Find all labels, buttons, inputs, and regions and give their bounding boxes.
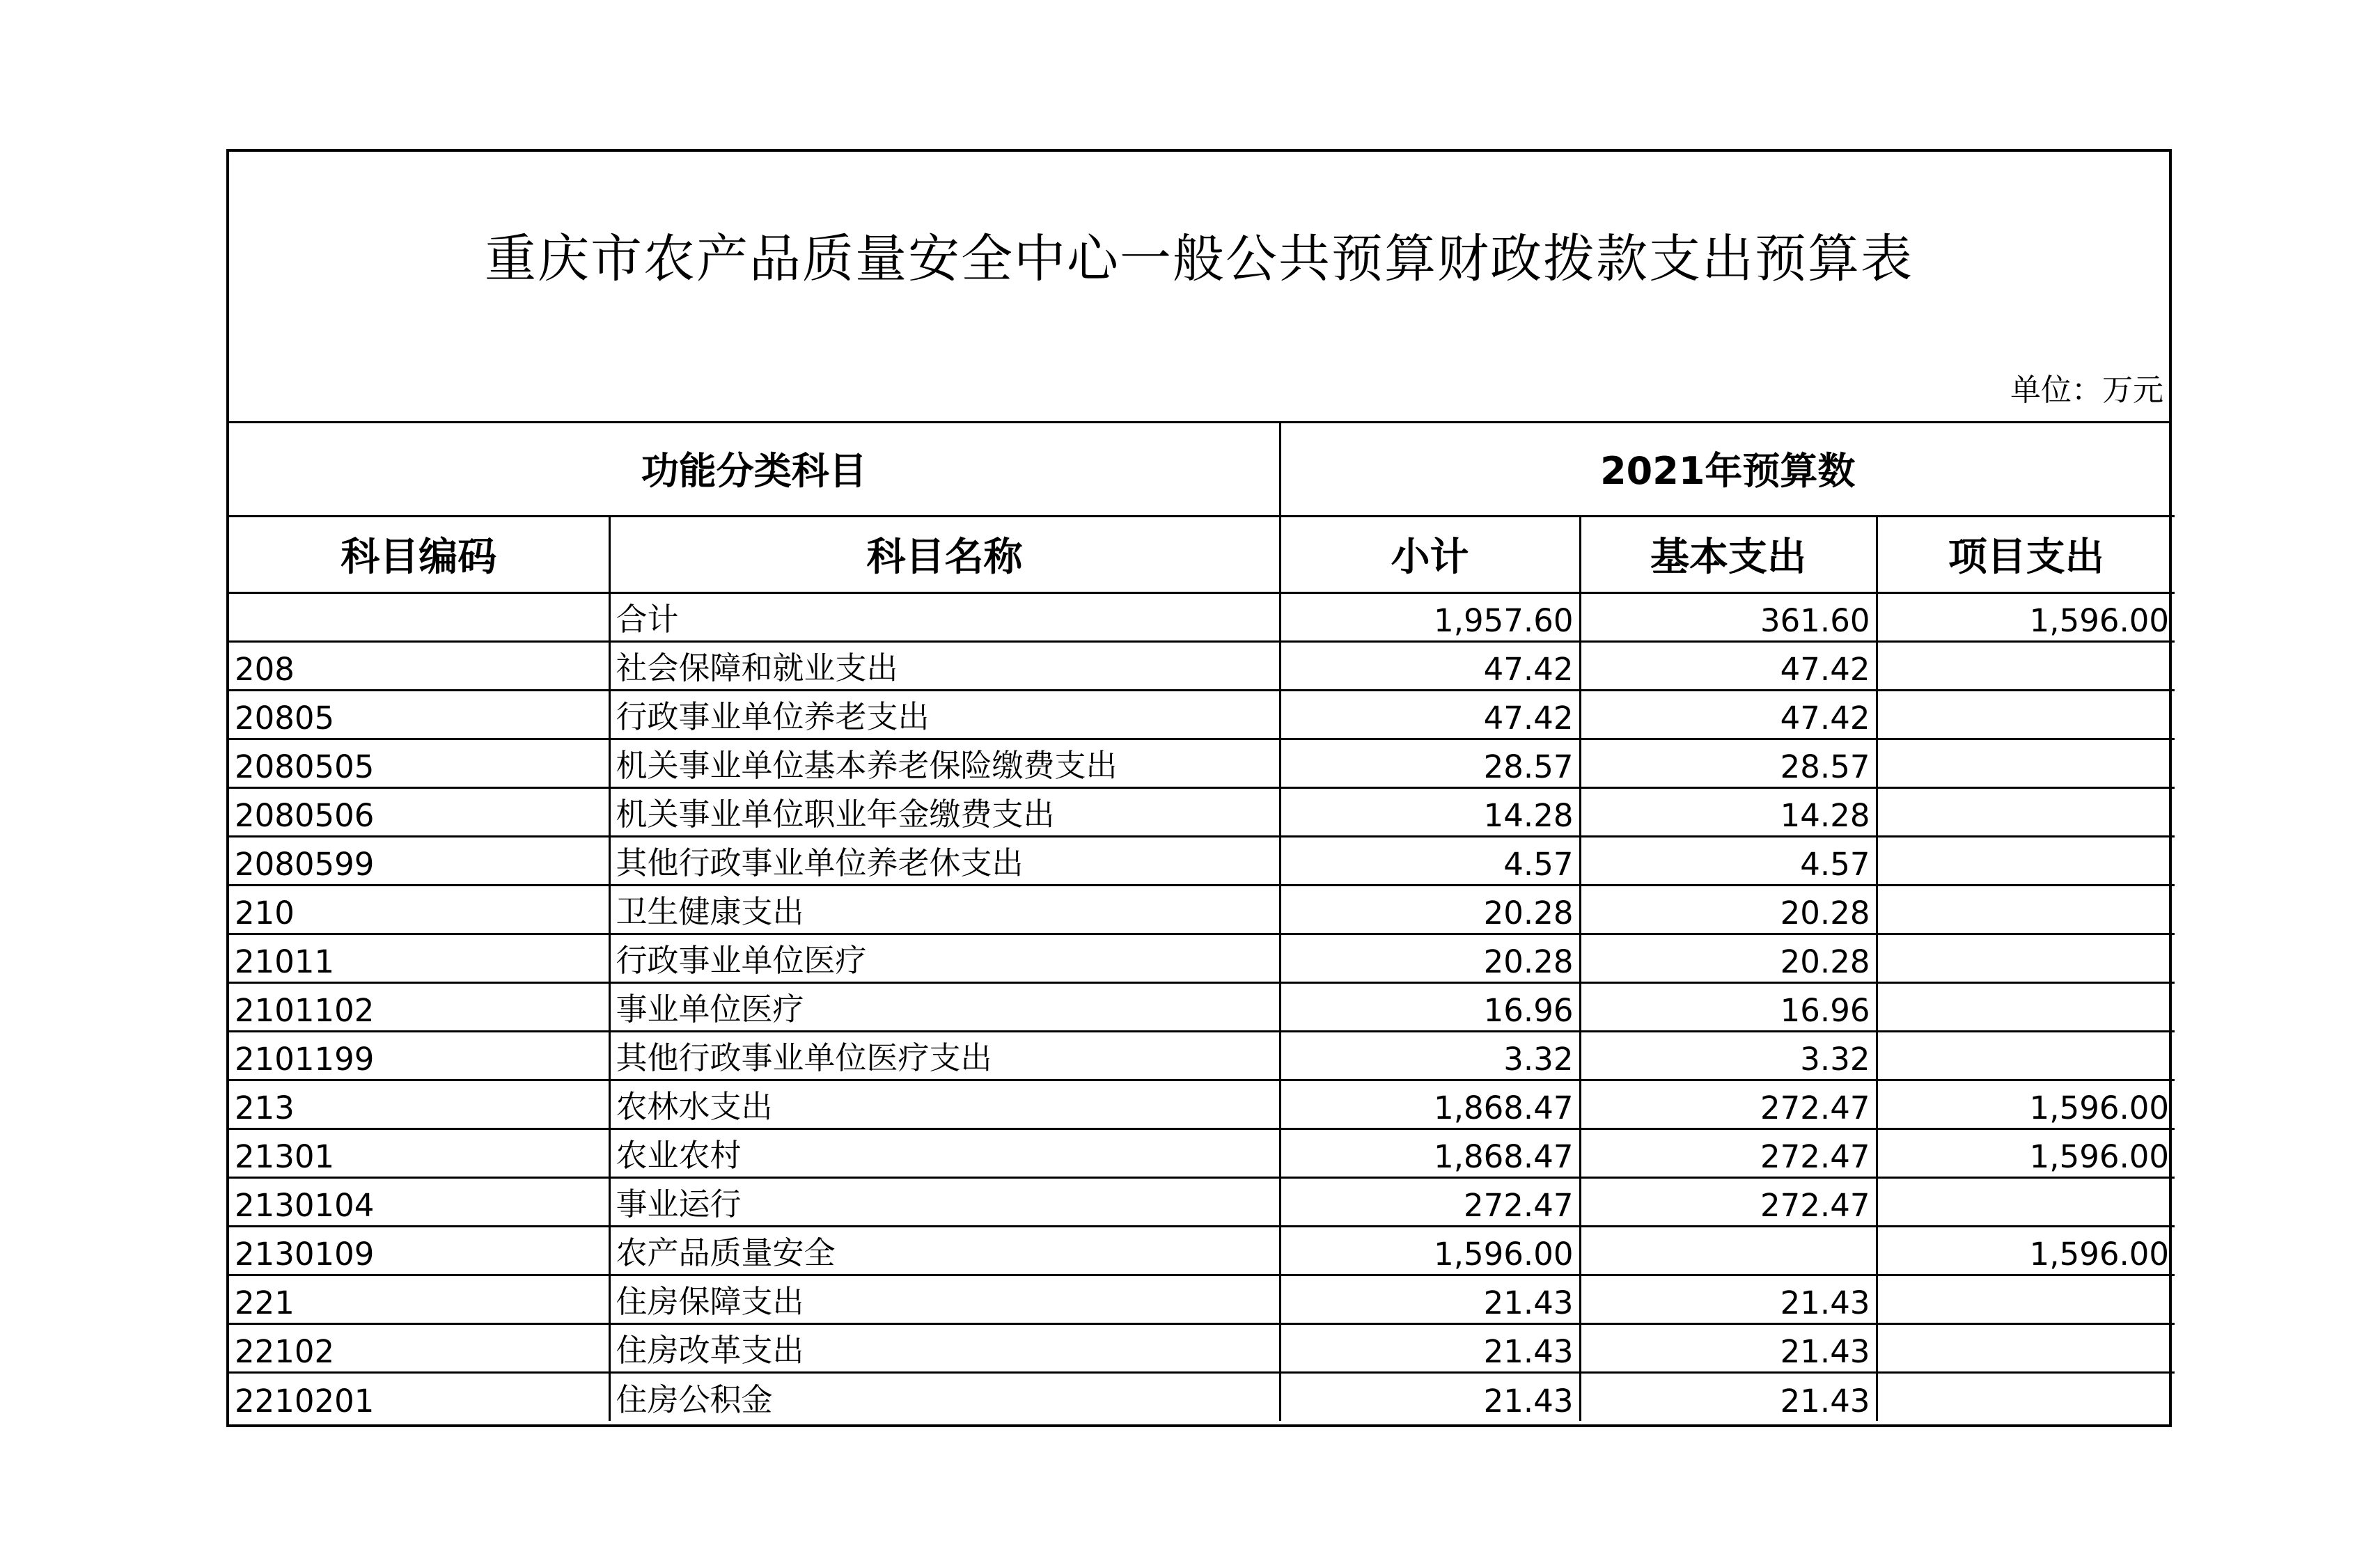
table-row [229,641,2175,690]
cell-subtotal: 272.47 [1280,1177,1580,1226]
header-functional-category: 功能分类科目 [229,422,1280,516]
cell-subtotal: 21.43 [1280,1275,1580,1323]
table-row [229,1177,2175,1226]
unit-label: 单位：万元 [2010,372,2163,408]
cell-name: 行政事业单位医疗 [609,934,1280,982]
table-row [229,1226,2175,1275]
cell-code: 21301 [229,1128,609,1177]
cell-project: 1,596.00 [1877,1128,2175,1177]
cell-project [1877,1177,2175,1226]
cell-subtotal: 28.57 [1280,739,1580,787]
cell-basic: 28.57 [1580,739,1877,787]
cell-code: 2130109 [229,1226,609,1275]
cell-name: 事业运行 [609,1177,1280,1226]
table-row [229,787,2175,836]
cell-subtotal: 21.43 [1280,1323,1580,1372]
cell-subtotal: 1,868.47 [1280,1080,1580,1128]
header-column-row [229,516,2175,592]
cell-name: 合计 [609,592,1280,641]
cell-code: 2080505 [229,739,609,787]
header-group-row [229,422,2175,516]
header-name: 科目名称 [609,516,1280,592]
table-row [229,1275,2175,1323]
cell-code: 208 [229,641,609,690]
cell-name: 住房保障支出 [609,1275,1280,1323]
cell-subtotal: 4.57 [1280,836,1580,885]
cell-project [1877,641,2175,690]
cell-basic: 272.47 [1580,1177,1877,1226]
cell-code: 20805 [229,690,609,739]
page-title: 重庆市农产品质量安全中心一般公共预算财政拨款支出预算表 [485,229,1913,289]
cell-basic: 272.47 [1580,1128,1877,1177]
cell-basic: 3.32 [1580,1031,1877,1080]
budget-table [229,422,2175,1421]
cell-basic: 21.43 [1580,1323,1877,1372]
table-row [229,836,2175,885]
cell-project: 1,596.00 [1877,592,2175,641]
cell-code: 2101199 [229,1031,609,1080]
cell-code: 213 [229,1080,609,1128]
cell-project [1877,739,2175,787]
cell-project [1877,1323,2175,1372]
cell-subtotal: 16.96 [1280,982,1580,1031]
cell-basic: 21.43 [1580,1372,1877,1421]
header-basic: 基本支出 [1580,516,1877,592]
cell-subtotal: 20.28 [1280,934,1580,982]
cell-subtotal: 47.42 [1280,690,1580,739]
cell-project [1877,982,2175,1031]
cell-code [229,592,609,641]
cell-code: 2101102 [229,982,609,1031]
table-row [229,1323,2175,1372]
cell-subtotal: 1,596.00 [1280,1226,1580,1275]
cell-project [1877,885,2175,934]
table-row [229,1372,2175,1421]
cell-subtotal: 3.32 [1280,1031,1580,1080]
cell-basic: 16.96 [1580,982,1877,1031]
table-body [229,592,2175,1421]
cell-name: 农业农村 [609,1128,1280,1177]
header-code: 科目编码 [229,516,609,592]
cell-project [1877,934,2175,982]
cell-basic [1580,1226,1877,1275]
table-row [229,1128,2175,1177]
cell-subtotal: 21.43 [1280,1372,1580,1421]
cell-basic: 47.42 [1580,641,1877,690]
cell-name: 社会保障和就业支出 [609,641,1280,690]
table-row [229,982,2175,1031]
cell-code: 2130104 [229,1177,609,1226]
cell-name: 事业单位医疗 [609,982,1280,1031]
cell-basic: 20.28 [1580,934,1877,982]
header-subtotal: 小计 [1280,516,1580,592]
table-row [229,1031,2175,1080]
cell-name: 机关事业单位职业年金缴费支出 [609,787,1280,836]
cell-project [1877,836,2175,885]
cell-basic: 272.47 [1580,1080,1877,1128]
cell-subtotal: 47.42 [1280,641,1580,690]
cell-code: 2080506 [229,787,609,836]
header-project: 项目支出 [1877,516,2175,592]
cell-subtotal: 1,868.47 [1280,1128,1580,1177]
cell-basic: 20.28 [1580,885,1877,934]
cell-name: 住房公积金 [609,1372,1280,1421]
cell-project [1877,690,2175,739]
header-budget-year: 2021年预算数 [1280,422,2175,516]
cell-name: 农林水支出 [609,1080,1280,1128]
table-row [229,739,2175,787]
cell-name: 机关事业单位基本养老保险缴费支出 [609,739,1280,787]
cell-code: 2080599 [229,836,609,885]
cell-name: 其他行政事业单位养老休支出 [609,836,1280,885]
table-row [229,934,2175,982]
cell-name: 农产品质量安全 [609,1226,1280,1275]
cell-code: 210 [229,885,609,934]
cell-basic: 47.42 [1580,690,1877,739]
table-row [229,885,2175,934]
table-row [229,690,2175,739]
cell-code: 221 [229,1275,609,1323]
cell-project [1877,787,2175,836]
cell-subtotal: 1,957.60 [1280,592,1580,641]
cell-name: 其他行政事业单位医疗支出 [609,1031,1280,1080]
cell-project: 1,596.00 [1877,1226,2175,1275]
cell-project [1877,1372,2175,1421]
cell-project [1877,1031,2175,1080]
table-row [229,592,2175,641]
cell-basic: 14.28 [1580,787,1877,836]
table-row [229,1080,2175,1128]
title-block [229,152,2169,423]
cell-code: 2210201 [229,1372,609,1421]
cell-subtotal: 14.28 [1280,787,1580,836]
cell-name: 行政事业单位养老支出 [609,690,1280,739]
cell-project: 1,596.00 [1877,1080,2175,1128]
cell-name: 住房改革支出 [609,1323,1280,1372]
cell-name: 卫生健康支出 [609,885,1280,934]
cell-basic: 21.43 [1580,1275,1877,1323]
cell-code: 22102 [229,1323,609,1372]
budget-sheet [226,149,2172,1427]
cell-basic: 4.57 [1580,836,1877,885]
cell-project [1877,1275,2175,1323]
cell-basic: 361.60 [1580,592,1877,641]
cell-code: 21011 [229,934,609,982]
cell-subtotal: 20.28 [1280,885,1580,934]
